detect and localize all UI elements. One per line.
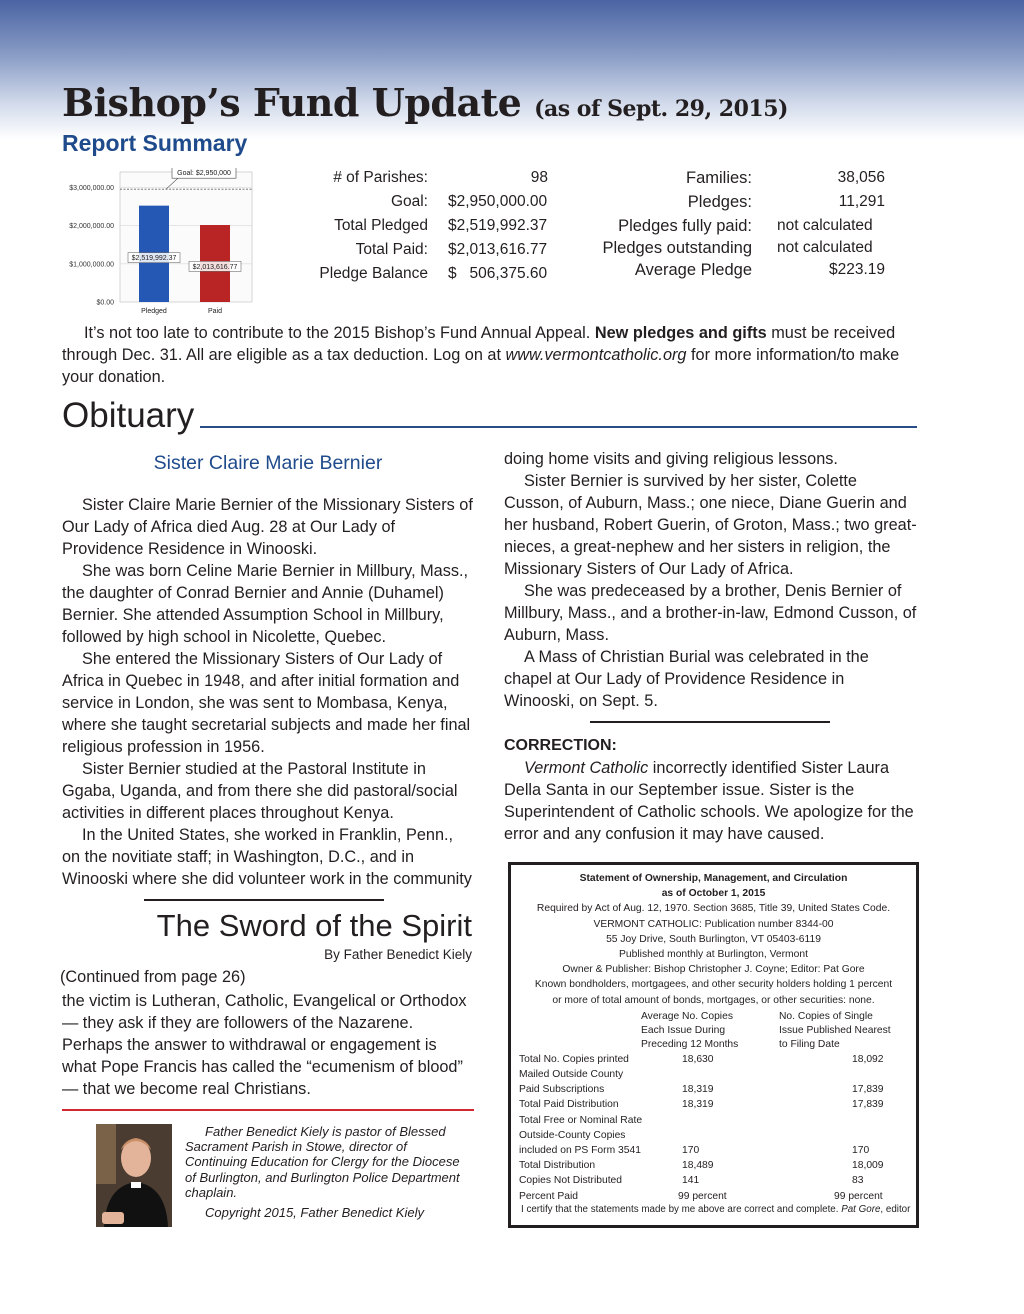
- row-value-average: [664, 1067, 814, 1082]
- obituary-paragraph: Sister Bernier studied at the Pastoral Institute in Ggaba, Uganda, and from there she did pastoral/social activities in different places throughout Kenya.: [62, 760, 458, 822]
- statement-col1-header: [641, 1010, 779, 1052]
- correction-heading: CORRECTION:: [504, 737, 617, 754]
- obituary-right-column: [504, 448, 918, 712]
- value-label: $2,013,616.77: [192, 263, 238, 271]
- title-date: (as of Sept. 29, 2015): [534, 96, 788, 122]
- obituary-paragraph: In the United States, she worked in Franklin, Penn., on the novitiate staff; in Washington, D.C., and in Winooski where she did volunteer work in the community: [62, 826, 472, 888]
- fund-bar-chart: [62, 168, 262, 316]
- stat-value: $2,950,000.00: [448, 193, 548, 210]
- row-label: Percent Paid: [519, 1190, 578, 1202]
- stats-right: [600, 166, 890, 282]
- stat-value: $ 506,375.60: [448, 265, 548, 282]
- statement-date: as of October 1, 2015: [661, 888, 766, 900]
- header-line: Each Issue During: [641, 1024, 726, 1036]
- stat-value: $2,519,992.37: [448, 217, 548, 234]
- stat-label: Total Pledged: [334, 217, 428, 234]
- stat-row-fully-paid: [600, 214, 890, 238]
- sword-title: The Sword of the Spirit: [156, 908, 472, 943]
- stat-row-total-paid: [280, 238, 560, 262]
- stat-row-average: [600, 258, 890, 282]
- stats-left: [280, 166, 560, 286]
- value-label: $2,519,992.37: [131, 255, 177, 263]
- stat-label: Families:: [685, 169, 752, 187]
- obituary-paragraph: She entered the Missionary Sisters of Our Lady of Africa in Quebec in 1948, and after initial formation and service in London, she was sent to Mombasa, Kenya, where she taught secretarial subjects and made her final religious profession in 1956.: [62, 650, 471, 756]
- obituary-continued: doing home visits and giving religious lessons.: [504, 450, 838, 468]
- x-tick-label: Pledged: [141, 308, 167, 315]
- y-tick-label: $0.00: [96, 299, 114, 307]
- table-row: [519, 1158, 908, 1173]
- stat-row-total-pledged: [280, 214, 560, 238]
- stat-label: # of Parishes:: [333, 169, 428, 186]
- table-row: [519, 1128, 908, 1143]
- table-row: [519, 1113, 908, 1128]
- row-label: Total Paid Distribution: [519, 1099, 619, 1111]
- row-value-average: [664, 1128, 814, 1143]
- stat-row-outstanding: [600, 238, 890, 258]
- row-value-nearest: 17,839: [852, 1099, 884, 1111]
- row-value-average: 170: [682, 1145, 700, 1157]
- correction-block: [504, 735, 918, 845]
- table-row: [519, 1097, 908, 1112]
- appeal-text-3: for more information/to make your donation.: [62, 346, 900, 386]
- row-value-nearest: 99 percent: [834, 1190, 883, 1202]
- stat-row-parishes: [280, 166, 560, 190]
- table-row: [519, 1143, 908, 1158]
- obituary-paragraph: She was born Celine Marie Bernier in Millbury, Mass., the daughter of Conrad Bernier and Annie (Duhamel) Bernier. She attended Assumption School in Millbury, followed by high school in Nicolette, Quebec.: [62, 562, 469, 646]
- row-value-average: 18,319: [682, 1084, 714, 1096]
- row-value-average: 18,489: [682, 1160, 714, 1172]
- row-value-nearest: 170: [852, 1145, 870, 1157]
- statement-certification: [521, 1202, 910, 1217]
- row-value-nearest: 18,092: [852, 1053, 884, 1065]
- stat-value: not calculated: [777, 239, 873, 256]
- author-bio-text: Father Benedict Kiely is pastor of Blessed Sacrament Parish in Stowe, director of Continuing Education for Clergy for the Diocese of Burlington, and Burlington Police Department chaplain.: [185, 1124, 460, 1200]
- table-row: [519, 1082, 908, 1097]
- row-label: Total Distribution: [519, 1160, 596, 1172]
- header-line: No. Copies of Single: [779, 1010, 873, 1022]
- section-divider: [144, 899, 384, 901]
- row-value-nearest: 17,839: [852, 1084, 884, 1096]
- header-line: Average No. Copies: [641, 1010, 733, 1022]
- sword-byline: By Father Benedict Kiely: [324, 947, 472, 962]
- stat-label: Pledges outstanding: [602, 239, 752, 257]
- header-line: Preceding 12 Months: [641, 1038, 739, 1050]
- row-label: Total No. Copies printed: [519, 1053, 629, 1065]
- certify-text: I certify that the statements made by me above are correct and complete.: [521, 1203, 839, 1215]
- row-value-nearest: 83: [852, 1175, 864, 1187]
- correction-publication: Vermont Catholic: [524, 759, 649, 777]
- author-copyright: Copyright 2015, Father Benedict Kiely: [205, 1205, 424, 1221]
- table-row: [519, 1052, 908, 1067]
- ownership-statement: [508, 862, 919, 1228]
- stat-value: 98: [530, 169, 548, 186]
- signer-name: Pat Gore: [841, 1203, 881, 1215]
- x-tick-label: Paid: [207, 308, 223, 315]
- row-label: Outside-County Copies: [519, 1129, 626, 1141]
- statement-line: Owner & Publisher: Bishop Christopher J. Coyne; Editor: Pat Gore: [562, 964, 865, 976]
- page-title: [62, 80, 788, 125]
- row-value-nearest: [814, 1067, 908, 1082]
- obituary-left-column: [62, 494, 474, 890]
- sword-body: the victim is Lutheran, Catholic, Evangelical or Orthodox — they ask if they are followers of the Nazarene. Perhaps the answer to withdrawal or engagement is what Pope Francis has called the “ecumenism of blood” — that we become real Christians.: [62, 992, 467, 1098]
- statement-line: Known bondholders, mortgagees, and other security holders holding 1 percent: [534, 979, 893, 991]
- goal-label: Goal: $2,950,000: [177, 170, 231, 178]
- stat-label: Total Paid:: [355, 241, 428, 258]
- statement-line: or more of total amount of bonds, mortgages, or other securities: none.: [552, 994, 875, 1006]
- section-divider: [590, 721, 830, 723]
- appeal-paragraph: [62, 322, 902, 388]
- header-line: Issue Published Nearest: [779, 1024, 891, 1036]
- red-divider: [62, 1109, 474, 1111]
- statement-title: Statement of Ownership, Management, and Circulation: [579, 873, 848, 884]
- header-line: to Filing Date: [779, 1038, 840, 1050]
- appeal-text: It’s not too late to contribute to the 2015 Bishop’s Fund Annual Appeal.: [84, 324, 595, 342]
- appeal-url-link[interactable]: www.vermontcatholic.org: [505, 346, 687, 364]
- row-value-nearest: [814, 1128, 908, 1143]
- y-tick-label: $3,000,000.00: [69, 184, 114, 192]
- stat-label: Average Pledge: [634, 261, 752, 279]
- author-bio: [185, 1124, 465, 1220]
- title-text: Bishop’s Fund Update: [62, 80, 522, 125]
- circulation-table: [519, 1052, 908, 1204]
- stat-value: $2,013,616.77: [448, 241, 548, 258]
- stat-row-families: [600, 166, 890, 190]
- row-value-average: [664, 1113, 814, 1128]
- stat-value: $223.19: [828, 261, 885, 278]
- row-value-average: 141: [682, 1175, 700, 1187]
- stat-row-pledges: [600, 190, 890, 214]
- y-tick-label: $2,000,000.00: [69, 223, 114, 231]
- stat-value: not calculated: [777, 217, 873, 234]
- correction-text: [504, 757, 918, 845]
- stat-row-goal: [280, 190, 560, 214]
- statement-line: Published monthly at Burlington, Vermont: [619, 949, 808, 961]
- appeal-bold: New pledges and gifts: [594, 324, 767, 342]
- stat-label: Goal:: [390, 193, 428, 210]
- statement-line: 55 Joy Drive, South Burlington, VT 05403-6119: [606, 933, 821, 945]
- row-label: included on PS Form 3541: [519, 1145, 641, 1157]
- signer-title: , editor: [880, 1203, 911, 1215]
- obituary-paragraph: A Mass of Christian Burial was celebrated in the chapel at Our Lady of Providence Residence in Winooski, on Sept. 5.: [504, 648, 869, 710]
- author-portrait-icon: [96, 1124, 172, 1227]
- row-value-average: 99 percent: [678, 1190, 727, 1202]
- correction-body: incorrectly identified Sister Laura Della Santa in our September issue. Sister is the Superintendent of Catholic schools. We apologize for the error and any confusion it may have caused.: [504, 759, 914, 843]
- author-photo: [96, 1124, 172, 1227]
- row-value-average: 18,630: [682, 1053, 714, 1065]
- obituary-name: Sister Claire Marie Bernier: [153, 452, 383, 474]
- obituary-paragraph: She was predeceased by a brother, Denis Bernier of Millbury, Mass., and a brother-in-law, Edmond Cusson, of Auburn, Mass.: [504, 582, 917, 644]
- statement-line: VERMONT CATHOLIC: Publication number 8344-00: [593, 918, 834, 930]
- statement-column-headers: [519, 1010, 908, 1052]
- stat-label: Pledge Balance: [319, 265, 428, 282]
- row-label: Copies Not Distributed: [519, 1175, 623, 1187]
- obituary-heading: Obituary: [62, 396, 195, 435]
- stat-row-pledge-balance: [280, 262, 560, 286]
- row-label: Mailed Outside County: [519, 1069, 624, 1081]
- row-value-nearest: [814, 1113, 908, 1128]
- row-label: Total Free or Nominal Rate: [519, 1114, 643, 1126]
- table-row: [519, 1173, 908, 1188]
- report-summary-heading: Report Summary: [62, 130, 248, 156]
- stat-value: 11,291: [838, 193, 885, 210]
- row-label: Paid Subscriptions: [519, 1084, 605, 1096]
- obituary-paragraph: Sister Bernier is survived by her sister, Colette Cusson, of Auburn, Mass.; one niece, Diane Guerin and her husband, Robert Guerin, of Groton, Mass.; two great-nieces, a great-nephew and her sisters in religion, the Missionary Sisters of Our Lady of Africa.: [504, 472, 917, 578]
- row-value-average: 18,319: [682, 1099, 714, 1111]
- stat-value: 38,056: [837, 169, 885, 186]
- statement-line: Required by Act of Aug. 12, 1970. Section 3685, Title 39, United States Code.: [536, 903, 891, 915]
- appeal-text-2: must be received through Dec. 31. All are eligible as a tax deduction. Log on at: [62, 324, 896, 364]
- table-row: [519, 1067, 908, 1082]
- statement-col2-header: [779, 1010, 891, 1052]
- row-value-nearest: 18,009: [852, 1160, 884, 1172]
- sword-continued: (Continued from page 26): [60, 968, 246, 986]
- stat-label: Pledges:: [687, 193, 752, 211]
- obituary-paragraph: Sister Claire Marie Bernier of the Missionary Sisters of Our Lady of Africa died Aug. 28 at Our Lady of Providence Residence in Winooski.: [62, 496, 473, 558]
- obituary-rule: [200, 426, 917, 428]
- stat-label: Pledges fully paid:: [618, 217, 752, 235]
- y-tick-label: $1,000,000.00: [69, 261, 114, 269]
